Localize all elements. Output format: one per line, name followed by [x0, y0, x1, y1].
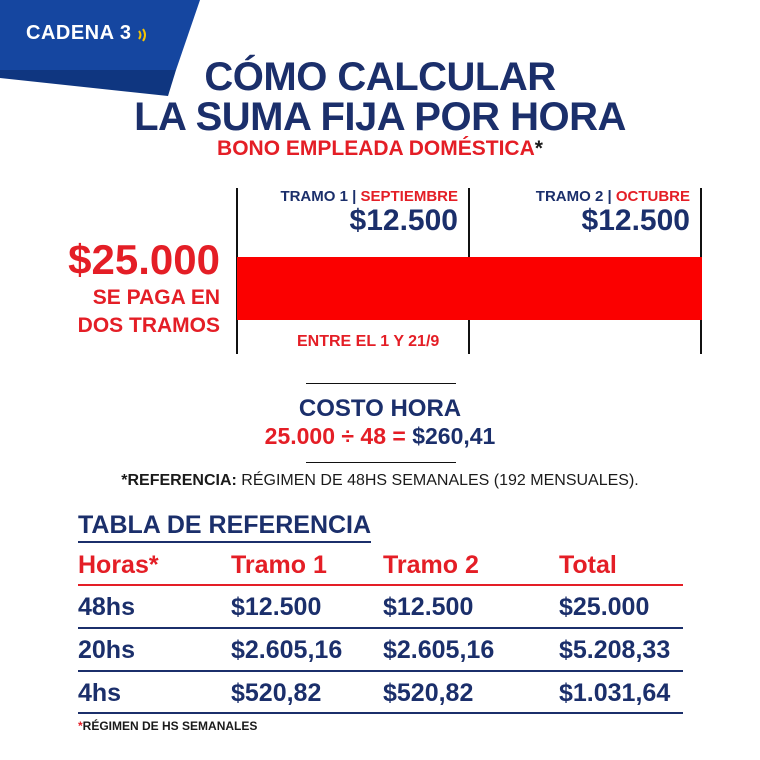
tramo-1-label: TRAMO 1 |	[280, 188, 357, 205]
tramo-2-amount: $12.500	[581, 204, 690, 237]
table-row	[78, 636, 683, 672]
reference-note	[0, 472, 760, 490]
tramo-2-month: OCTUBRE	[615, 188, 690, 205]
cell-tramo-2: $520,82	[383, 679, 474, 707]
cell-tramo-1: $520,82	[231, 679, 322, 707]
cell-tramo-1: $12.500	[231, 593, 322, 621]
table-row	[78, 679, 683, 715]
formula-result: $260,41	[412, 423, 496, 449]
page-subtitle	[0, 137, 760, 161]
tramo-2-heading	[536, 188, 690, 205]
subtitle-text: BONO EMPLEADA DOMÉSTICA	[217, 137, 535, 160]
tramo-1-heading	[280, 188, 458, 205]
cell-tramo-2: $2.605,16	[383, 636, 495, 664]
logo-text: CADENA 3	[26, 22, 132, 44]
footnote-text: RÉGIMEN DE HS SEMANALES	[82, 719, 258, 733]
cell-horas: 48hs	[78, 593, 135, 621]
table-row	[78, 593, 683, 629]
reference-text: RÉGIMEN DE 48HS SEMANALES (192 MENSUALES).	[241, 472, 639, 489]
cell-horas: 4hs	[78, 679, 122, 707]
signal-waves-icon	[137, 27, 149, 43]
costo-hora-formula	[0, 423, 760, 450]
cell-total: $25.000	[559, 593, 650, 621]
header-tramo-1: Tramo 1	[231, 551, 327, 579]
header-total: Total	[559, 551, 617, 579]
rule-bottom	[306, 462, 456, 463]
reference-label: *REFERENCIA:	[121, 472, 237, 489]
table-header-row	[78, 551, 683, 587]
header-horas: Horas*	[78, 551, 159, 579]
footnote	[78, 719, 257, 733]
row-underline	[78, 670, 683, 672]
subtitle-asterisk: *	[534, 137, 543, 160]
payment-window: ENTRE EL 1 Y 21/9	[297, 333, 440, 350]
header-tramo-2: Tramo 2	[383, 551, 479, 579]
tramo-1-amount: $12.500	[349, 204, 458, 237]
paga-line-2: DOS TRAMOS	[77, 314, 220, 337]
tramo-1-month: SEPTIEMBRE	[360, 188, 458, 205]
bono-total-amount: $25.000	[68, 236, 220, 283]
cell-tramo-1: $2.605,16	[231, 636, 343, 664]
header-underline	[78, 584, 683, 586]
formula-text: 25.000 ÷ 48 =	[264, 423, 406, 449]
payment-bar	[237, 257, 702, 320]
cell-total: $1.031,64	[559, 679, 671, 707]
cell-tramo-2: $12.500	[383, 593, 474, 621]
paga-line-1: SE PAGA EN	[92, 286, 220, 309]
row-underline	[78, 712, 683, 714]
table-title: TABLA DE REFERENCIA	[78, 511, 371, 543]
tramo-2-label: TRAMO 2 |	[535, 188, 612, 205]
costo-hora-title: COSTO HORA	[298, 395, 462, 422]
footnote-asterisk: *	[78, 719, 83, 733]
cell-total: $5.208,33	[559, 636, 671, 664]
page-title-line-2: LA SUMA FIJA POR HORA	[134, 95, 626, 139]
page-title-line-1: CÓMO CALCULAR	[204, 55, 556, 99]
cell-horas: 20hs	[78, 636, 135, 664]
row-underline	[78, 627, 683, 629]
rule-top	[306, 383, 456, 384]
